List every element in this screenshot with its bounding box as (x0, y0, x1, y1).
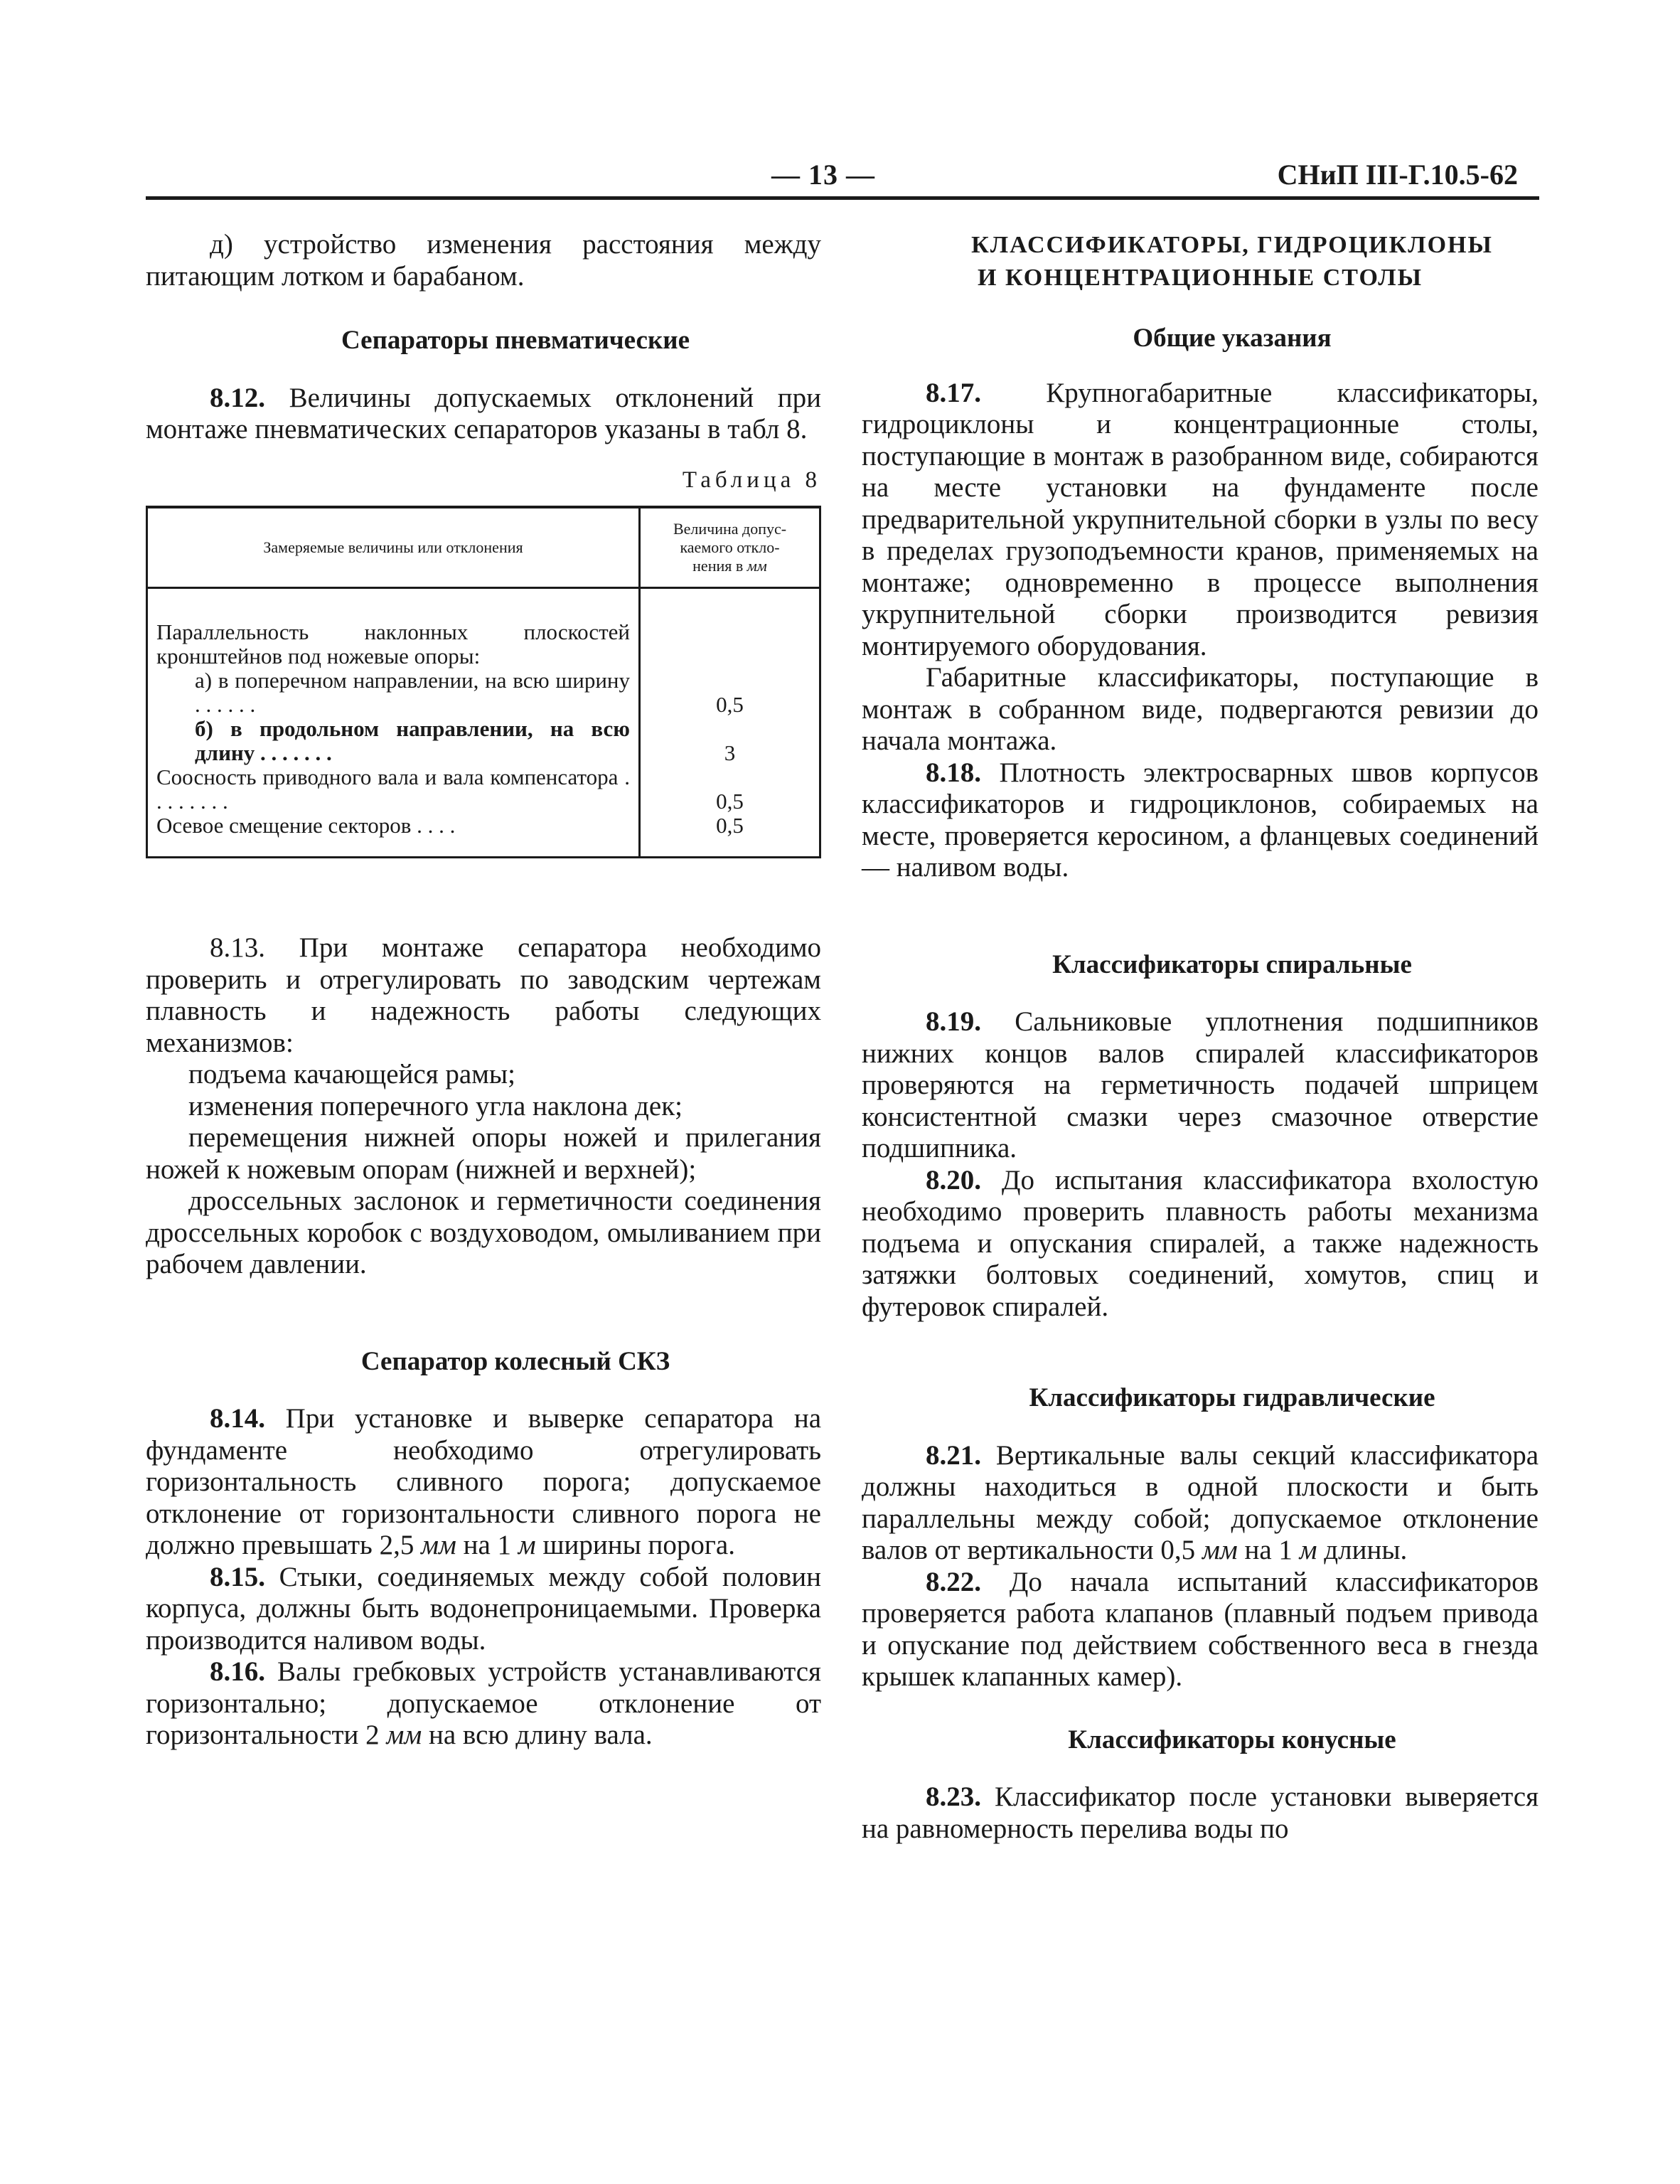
clause-number: 8.12. (210, 382, 265, 413)
paragraph-8-17 (862, 378, 1539, 663)
clause-text: Стыки, соединяемых между собой половин корпуса, должны быть водонепроницаемыми. Проверка производится наливом воды. (146, 1561, 822, 1656)
paragraph-8-18 (862, 757, 1539, 884)
clause-text: на 1 (463, 1530, 512, 1560)
table-cell-value: 0,5 (640, 668, 820, 717)
paragraph-8-12 (146, 383, 821, 446)
paragraph-8-17-continued: Габаритные классификаторы, поступающие в монтаж в собранном виде, подвергаются ревизии до начала монтажа. (862, 662, 1539, 756)
mechanism-item: изменения поперечного угла наклона дек; (188, 1090, 683, 1122)
clause-text: Плотность электросварных швов корпусов классификаторов и гидроциклонов, собираемых на месте, проверяется керосином, а фланцевых соединений — наливом воды. (862, 757, 1539, 883)
table-cell-value: 3 (640, 717, 820, 765)
header-line: нения в (692, 557, 744, 575)
right-column (862, 229, 1539, 1845)
header-line: Величина допус- (673, 520, 787, 538)
table-cell-label (147, 717, 640, 765)
table-header-measured: Замеряемые величины или отклонения (147, 507, 640, 588)
clause-text: Сальниковые уплотнения подшипников нижних концов валов спиралей классификаторов проверяются на герметичность подачей шприцем консистентной смазки через смазочное отверстие подшипника. (862, 1006, 1539, 1163)
clause-number: 8.20. (926, 1164, 981, 1195)
header-line: каемого откло- (680, 538, 780, 556)
heading-line: И КОНЦЕНТРАЦИОННЫЕ СТОЛЫ (978, 265, 1423, 291)
paragraph-8-13 (146, 932, 821, 1059)
heading-spiral-classifiers: Классификаторы спиральные (1052, 949, 1412, 979)
heading-wheel-separator: Сепаратор колесный СКЗ (360, 1346, 670, 1376)
table-cell-label: Параллельность наклонных плоскостей кронштейнов под ножевые опоры: (147, 588, 640, 669)
clause-text: До испытания классификатора вхолостую необходимо проверить плавность работы механизма подъема и опускания спиралей, а также надежность затяжки болтовых соединений, хомутов, спиц и футеровок спиралей. (862, 1164, 1539, 1322)
paragraph-8-16 (146, 1656, 821, 1752)
table-cell-label: Осевое смещение секторов . . . . (147, 814, 640, 858)
tolerance-table (146, 506, 821, 858)
clause-text: на всю длину вала. (428, 1720, 653, 1750)
clause-number: 8.23. (926, 1781, 981, 1812)
page-number: — 13 — (771, 159, 875, 191)
unit: мм (1202, 1535, 1238, 1565)
clause-text: ширины порога. (542, 1530, 735, 1560)
clause-number: 8.19. (926, 1006, 981, 1037)
paragraph-8-21 (862, 1440, 1539, 1567)
clause-number: 8.13. (210, 932, 265, 963)
table-row (147, 814, 820, 858)
header-unit: мм (747, 557, 767, 575)
table-row (147, 668, 820, 717)
clause-number: 8.18. (926, 757, 981, 788)
table-cell-label (147, 668, 640, 717)
clause-number: 8.14. (210, 1403, 265, 1434)
unit: мм (421, 1530, 456, 1560)
header-rule (146, 196, 1539, 200)
table-header-row (147, 507, 820, 588)
clause-text: Крупногабаритные классификаторы, гидроциклоны и концентрационные столы, поступающие в монтаж в разобранном виде, собираются на месте установки на фундаменте после предварительной укрупнительной сборки в узлы по весу в пределах грузоподъемности кранов, применяемых на монтаже; одновременно в процессе выполнения укрупнительной сборки производится ревизия монтируемого оборудования. (862, 377, 1539, 661)
document-code: СНиП III-Г.10.5-62 (1277, 159, 1518, 191)
heading-line: КЛАССИФИКАТОРЫ, ГИДРОЦИКЛОНЫ (971, 232, 1493, 258)
unit: м (518, 1530, 536, 1560)
clause-text: Классификатор после установки выверяется на равномерность перелива воды по (862, 1781, 1539, 1844)
paragraph-8-20 (862, 1165, 1539, 1323)
heading-pneumatic-separators: Сепараторы пневматические (341, 326, 690, 355)
table-cell-value (640, 588, 820, 669)
table-row (147, 717, 820, 765)
paragraph-item-d: д) устройство изменения расстояния между питающим лотком и барабаном. (146, 229, 821, 292)
row-text: б) в продольном направлении, на всю длину . . . . . . . (195, 716, 630, 765)
table-cell-value: 0,5 (640, 765, 820, 814)
heading-general-instructions: Общие указания (1133, 324, 1332, 353)
table-row (147, 765, 820, 814)
table-header-tolerance (640, 507, 820, 588)
paragraph-8-15 (146, 1562, 821, 1657)
clause-number: 8.17. (926, 377, 981, 408)
clause-number: 8.21. (926, 1439, 981, 1471)
clause-text: До начала испытаний классификаторов проверяется работа клапанов (плавный подъем привода и опускание под действием собственного веса в гнезда крышек клапанных камер). (862, 1566, 1539, 1692)
clause-text: При установке и выверке сепаратора на фундаменте необходимо отрегулировать горизонтальность сливного порога; допускаемое отклонение от горизонтальности сливного порога не должно превышать 2,5 (146, 1403, 822, 1560)
unit: м (1299, 1535, 1317, 1565)
row-text: а) в поперечном направлении, на всю ширину . . . . . . (195, 668, 630, 717)
paragraph-8-23 (862, 1781, 1539, 1845)
table-cell-value: 0,5 (640, 814, 820, 858)
clause-text: Величины допускаемых отклонений при монтаже пневматических сепараторов указаны в табл 8. (146, 382, 822, 444)
heading-classifiers-section (862, 229, 1539, 294)
left-column (146, 229, 821, 1752)
clause-text: на 1 (1244, 1535, 1293, 1565)
mechanism-item: дроссельных заслонок и герметичности соединения дроссельных коробок с воздуховодом, омыливанием при рабочем давлении. (146, 1186, 821, 1279)
clause-text: При монтаже сепаратора необходимо проверить и отрегулировать по заводским чертежам плавность и надежность работы следующих механизмов: (146, 932, 821, 1058)
table-label: Таблица 8 (682, 467, 821, 493)
mechanism-item: перемещения нижней опоры ножей и прилегания ножей к ножевым опорам (нижней и верхней); (146, 1122, 821, 1185)
clause-text: длины. (1324, 1535, 1408, 1565)
table-row (147, 588, 820, 669)
heading-hydraulic-classifiers: Классификаторы гидравлические (1029, 1383, 1435, 1412)
clause-text: Валы гребковых устройств устанавливаются горизонтально; допускаемое отклонение от горизонтальности 2 (146, 1656, 821, 1750)
unit: мм (386, 1720, 422, 1750)
paragraph-8-19 (862, 1006, 1539, 1165)
paragraph-8-22 (862, 1567, 1539, 1693)
clause-number: 8.15. (210, 1561, 265, 1592)
clause-number: 8.22. (926, 1566, 981, 1597)
heading-cone-classifiers: Классификаторы конусные (1068, 1725, 1396, 1754)
clause-text: Вертикальные валы секций классификатора должны находиться в одной плоскости и быть параллельны между собой; допускаемое отклонение валов от вертикальности 0,5 (862, 1439, 1539, 1565)
table-cell-label: Соосность приводного вала и вала компенсатора . . . . . . . . (147, 765, 640, 814)
mechanism-item: подъема качающейся рамы; (188, 1059, 515, 1090)
clause-number: 8.16. (210, 1656, 265, 1687)
paragraph-8-14 (146, 1403, 821, 1562)
